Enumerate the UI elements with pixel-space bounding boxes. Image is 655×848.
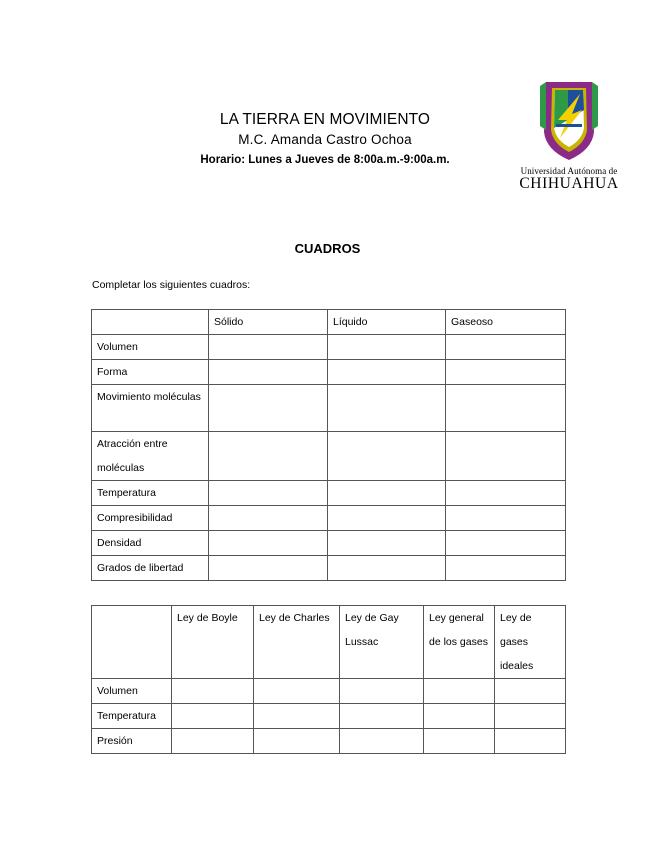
blank-answer-cell[interactable]	[328, 506, 446, 531]
blank-answer-cell[interactable]	[424, 704, 495, 729]
table-header-cell	[92, 310, 209, 335]
blank-answer-cell[interactable]	[446, 506, 566, 531]
blank-answer-cell[interactable]	[495, 679, 566, 704]
table-row	[92, 335, 566, 360]
table-header-cell: Sólido	[209, 310, 328, 335]
table-row	[92, 729, 566, 754]
table-row	[92, 506, 566, 531]
table-row	[92, 385, 566, 432]
blank-answer-cell[interactable]	[254, 679, 340, 704]
table-header-cell: Gaseoso	[446, 310, 566, 335]
instructor-name: M.C. Amanda Castro Ochoa	[238, 132, 412, 147]
blank-answer-cell[interactable]	[495, 704, 566, 729]
blank-answer-cell[interactable]	[209, 360, 328, 385]
row-label: Volumen	[92, 335, 209, 360]
row-label: Temperatura	[92, 481, 209, 506]
blank-answer-cell[interactable]	[328, 481, 446, 506]
blank-answer-cell[interactable]	[209, 335, 328, 360]
table-row	[92, 679, 566, 704]
blank-answer-cell[interactable]	[424, 679, 495, 704]
table-header-cell: Ley de gases ideales	[495, 606, 566, 679]
blank-answer-cell[interactable]	[209, 481, 328, 506]
blank-answer-cell[interactable]	[446, 481, 566, 506]
blank-answer-cell[interactable]	[495, 729, 566, 754]
table-header-cell	[92, 606, 172, 679]
blank-answer-cell[interactable]	[209, 385, 328, 432]
blank-answer-cell[interactable]	[446, 556, 566, 581]
class-schedule: Horario: Lunes a Jueves de 8:00a.m.-9:00a.m.	[200, 154, 450, 166]
row-label: Atracción entre moléculas	[92, 432, 209, 481]
blank-answer-cell[interactable]	[340, 704, 424, 729]
table-header-cell: Ley general de los gases	[424, 606, 495, 679]
row-label: Forma	[92, 360, 209, 385]
document-header	[150, 110, 500, 170]
blank-answer-cell[interactable]	[172, 729, 254, 754]
gas-laws-table	[91, 605, 566, 754]
row-label: Densidad	[92, 531, 209, 556]
blank-answer-cell[interactable]	[424, 729, 495, 754]
blank-answer-cell[interactable]	[446, 531, 566, 556]
blank-answer-cell[interactable]	[172, 704, 254, 729]
course-title: LA TIERRA EN MOVIMIENTO	[219, 111, 431, 128]
table-row	[92, 360, 566, 385]
row-label: Grados de libertad	[92, 556, 209, 581]
table-header-row	[92, 606, 566, 679]
university-shield-icon	[510, 80, 628, 164]
blank-answer-cell[interactable]	[254, 704, 340, 729]
blank-answer-cell[interactable]	[446, 360, 566, 385]
blank-answer-cell[interactable]	[328, 335, 446, 360]
table-header-cell: Ley de Charles	[254, 606, 340, 679]
blank-answer-cell[interactable]	[446, 432, 566, 481]
blank-answer-cell[interactable]	[209, 556, 328, 581]
table-header-cell: Ley de Gay Lussac	[340, 606, 424, 679]
row-label: Compresibilidad	[92, 506, 209, 531]
blank-answer-cell[interactable]	[328, 531, 446, 556]
blank-answer-cell[interactable]	[328, 385, 446, 432]
blank-answer-cell[interactable]	[209, 432, 328, 481]
blank-answer-cell[interactable]	[209, 531, 328, 556]
table-header-cell: Líquido	[328, 310, 446, 335]
table-header-cell: Ley de Boyle	[172, 606, 254, 679]
row-label: Presión	[92, 729, 172, 754]
states-of-matter-table	[91, 309, 566, 581]
blank-answer-cell[interactable]	[446, 385, 566, 432]
logo-city-label: CHIHUAHUA	[519, 175, 619, 192]
university-logo	[510, 80, 628, 195]
blank-answer-cell[interactable]	[328, 432, 446, 481]
blank-answer-cell[interactable]	[446, 335, 566, 360]
table-header-row	[92, 310, 566, 335]
row-label: Temperatura	[92, 704, 172, 729]
blank-answer-cell[interactable]	[340, 729, 424, 754]
row-label: Movimiento moléculas	[92, 385, 209, 432]
table-row	[92, 556, 566, 581]
blank-answer-cell[interactable]	[328, 360, 446, 385]
table-row	[92, 432, 566, 481]
logo-university-label: Universidad Autónoma de	[520, 166, 618, 176]
section-title: CUADROS	[294, 241, 361, 256]
blank-answer-cell[interactable]	[254, 729, 340, 754]
row-label: Volumen	[92, 679, 172, 704]
instructions-text: Completar los siguientes cuadros:	[92, 279, 251, 291]
blank-answer-cell[interactable]	[328, 556, 446, 581]
table-row	[92, 531, 566, 556]
table-row	[92, 481, 566, 506]
blank-answer-cell[interactable]	[340, 679, 424, 704]
blank-answer-cell[interactable]	[209, 506, 328, 531]
blank-answer-cell[interactable]	[172, 679, 254, 704]
table-row	[92, 704, 566, 729]
